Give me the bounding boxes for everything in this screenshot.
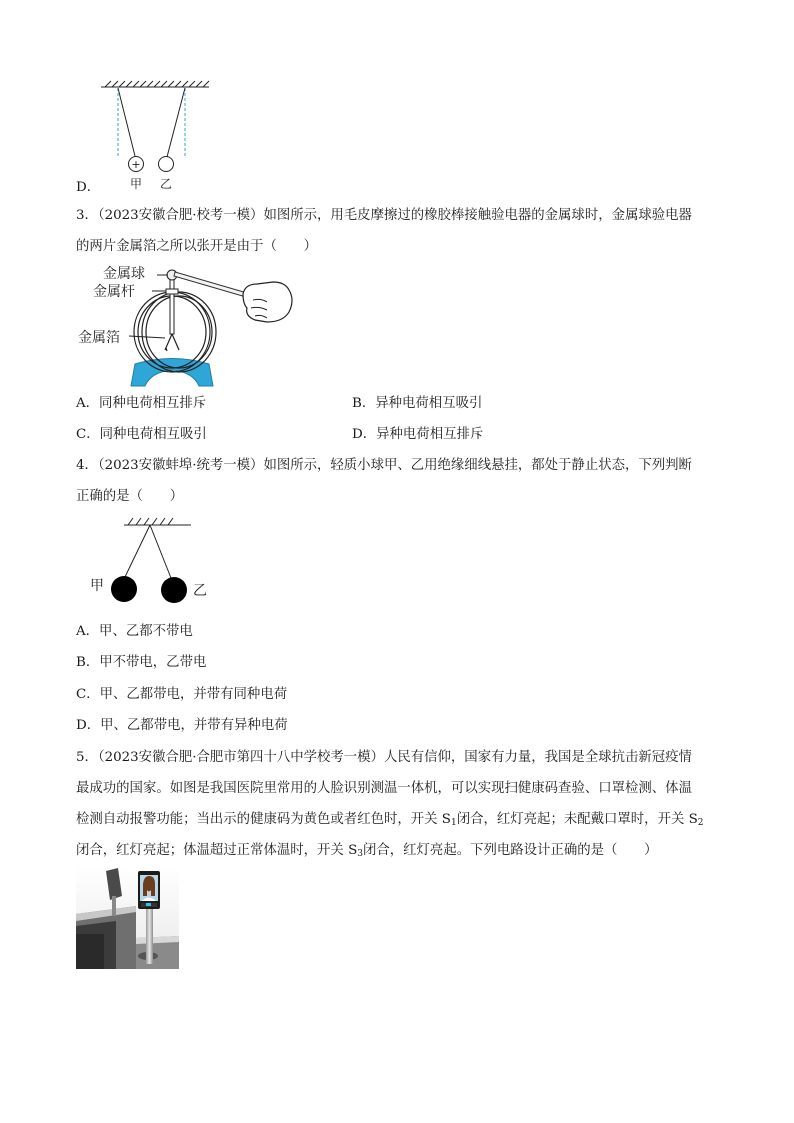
- q3-option-a: A．同种电荷相互排斥: [76, 396, 207, 411]
- label-metal-rod: 金属杆: [93, 284, 135, 300]
- ball-left: [111, 576, 137, 602]
- q3-stem-line1: 3．（2023安徽合肥·校考一模）如图所示，用毛皮摩擦过的橡胶棒接触验电器的金属球时，金属球验电器: [76, 208, 692, 223]
- q3-stem-line2: 的两片金属箔之所以张开是由于（ ）: [76, 239, 318, 254]
- q2-option-d-label: D．: [76, 180, 101, 195]
- electroscope-figure: [75, 260, 300, 388]
- ball-right-label: 乙: [193, 583, 207, 599]
- q5-stem-line2: 最成功的国家。如图是我国医院里常用的人脸识别测温一体机，可以实现扫健康码查验、口罩检测、体温: [76, 781, 692, 796]
- label-metal-ball: 金属球: [103, 266, 145, 282]
- face-recognition-device-photo: [76, 866, 179, 969]
- thread-left: [125, 525, 150, 577]
- q4-option-d: D．甲、乙都带电，并带有异种电荷: [76, 718, 288, 733]
- q3-option-c: C．同种电荷相互吸引: [76, 427, 207, 442]
- q3-option-d: D．异种电荷相互排斥: [352, 427, 484, 442]
- ball-right: [161, 577, 187, 603]
- ceiling-hatch: [124, 518, 191, 525]
- metal-foil: [165, 334, 179, 351]
- q4-stem-line2: 正确的是（ ）: [76, 489, 184, 504]
- thread-left: [118, 88, 135, 156]
- q5-stem-line1: 5．（2023安徽合肥·合肥市第四十八中学校考一模）人民有信仰，国家有力量，我国是全球抗击新冠疫情: [76, 750, 692, 765]
- label-metal-foil: 金属箔: [78, 330, 120, 346]
- ball-right-label: 乙: [159, 177, 173, 190]
- ball-left-label: 甲: [90, 578, 104, 594]
- ball-left-label: 甲: [129, 177, 143, 190]
- thread-right: [150, 525, 171, 578]
- q4-option-c: C．甲、乙都带电，并带有同种电荷: [76, 687, 288, 702]
- q4-option-b: B．甲不带电，乙带电: [76, 655, 207, 670]
- rod-collar: [166, 289, 178, 294]
- q5-stem-line3: 检测自动报警功能；当出示的健康码为黄色或者红色时，开关 $S_1$闭合，红灯亮起；未配戴口罩时，开关 $S_2$: [76, 812, 704, 828]
- q2-option-d-figure: [95, 78, 215, 190]
- q3-option-b: B．异种电荷相互吸引: [352, 396, 483, 411]
- thread-right: [167, 88, 185, 157]
- hand-icon: [243, 282, 292, 322]
- ceiling-hatch: [101, 81, 209, 87]
- q4-pendulum-figure: [88, 513, 213, 608]
- q4-option-a: A．甲、乙都不带电: [76, 624, 193, 639]
- q5-stem-line4: 闭合，红灯亮起；体温超过正常体温时，开关 $S_3$闭合，红灯亮起。下列电路设计正确的是（ ）: [76, 843, 658, 859]
- rubber-rod: [174, 272, 247, 297]
- ball-right: [159, 157, 174, 172]
- metal-rod: [170, 278, 174, 334]
- q4-stem-line1: 4．（2023安徽蚌埠·统考一模）如图所示，轻质小球甲、乙用绝缘细线悬挂，都处于静止状态，下列判断: [76, 458, 692, 473]
- plus-sign: +: [131, 158, 141, 171]
